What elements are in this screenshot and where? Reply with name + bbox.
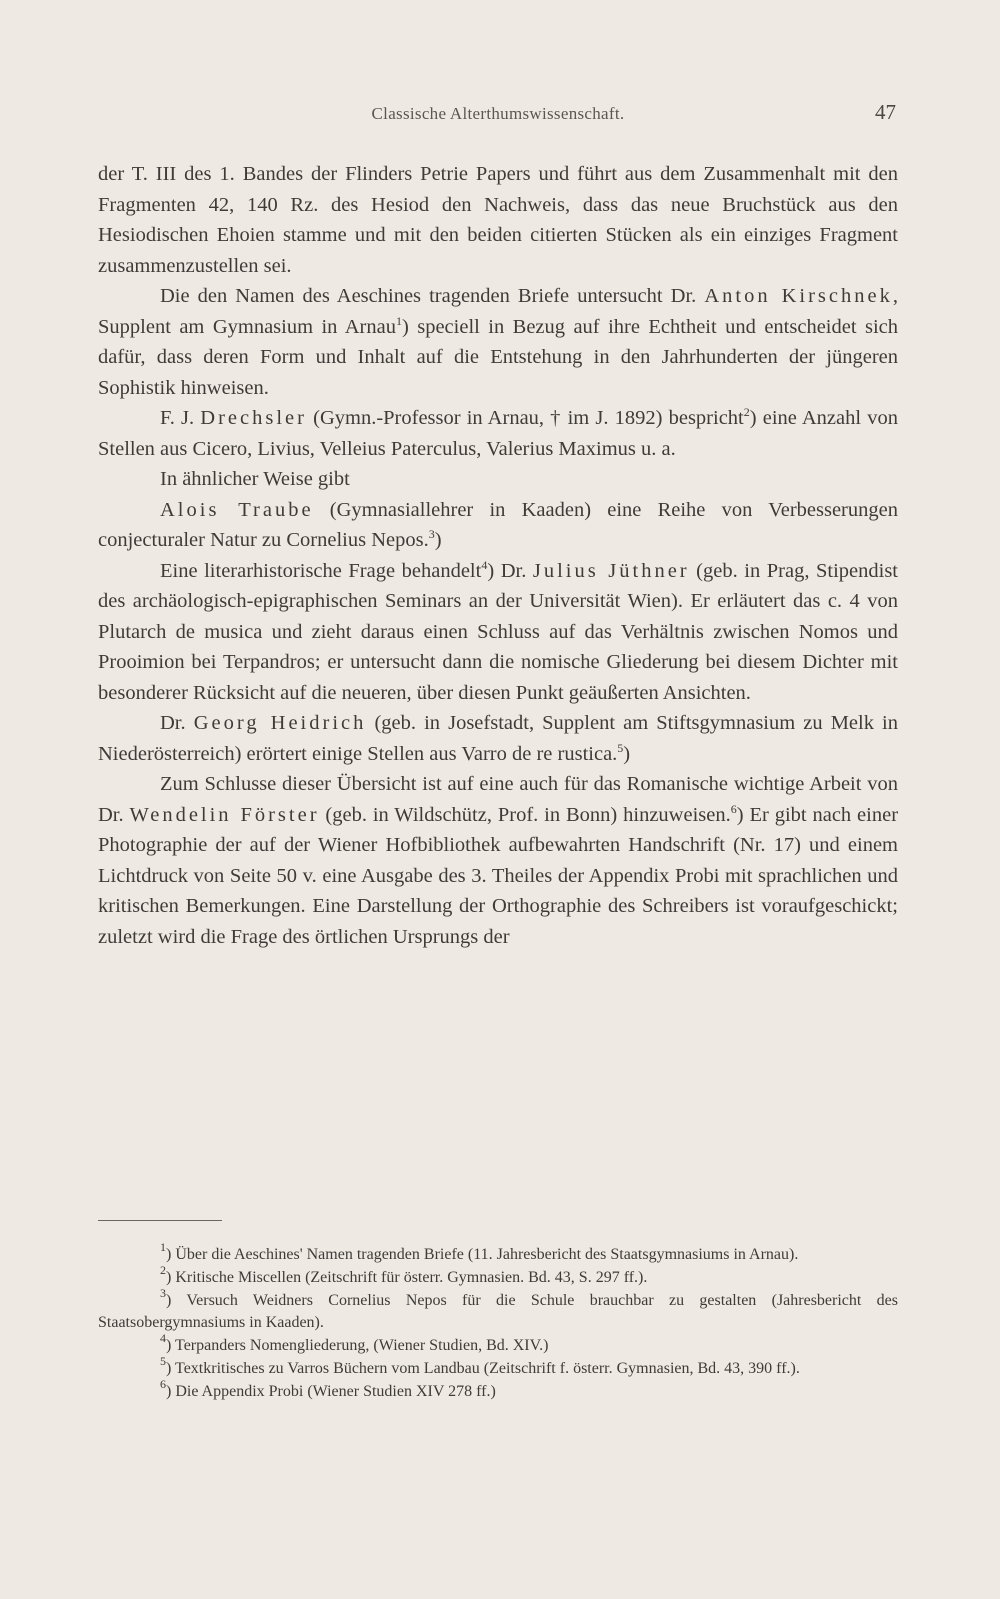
footnote-ref: 2	[743, 405, 750, 419]
author-name: Alois Traube	[160, 498, 314, 521]
author-name: Drechsler	[200, 407, 307, 429]
author-name: Wendelin Förster	[129, 803, 320, 826]
footnote: $^6$) Die Appendix Probi (Wiener Studien XIV 278 ff.)	[160, 1376, 496, 1400]
footnote-marker: 3	[160, 1285, 166, 1300]
paragraph: Zum Schlusse dieser Übersicht ist auf eine auch für das Romanische wichtige Arbeit von Dr. Wendelin Förster (geb. in Wildschütz, Prof. in Bonn) hinzuweisen.$^6$) Er gibt nach einer Photographie der auf der Wiener Hofbibliothek aufbewahrten Handschrift (Nr. 17) und einem Lichtdruck von Seite 50 v. eine Ausgabe des 3. Theiles der Appendix Probi mit sprachlichen und kritischen Bemerkungen. Eine Darstellung der Orthographie des Schreibers ist voraufgeschickt; zuletzt wird die Frage des örtlichen Ursprungs der	[98, 773, 899, 948]
paragraph: In ähnlicher Weise gibt	[160, 468, 350, 490]
author-name: Julius Jüthner	[532, 559, 690, 582]
footnote-marker: 6	[160, 1376, 166, 1391]
footnote: $^4$) Terpanders Nomengliederung, (Wiener Studien, Bd. XIV.)	[160, 1331, 549, 1355]
footnote-ref: 6	[730, 801, 737, 816]
footnote-ref: 3	[428, 527, 435, 541]
paragraph: der T. III des 1. Bandes der Flinders Petrie Papers und führt aus dem Zusammenhalt mit den Fragmenten 42, 140 Rz. des Hesiod den Nachweis, dass das neue Bruchstück aus den Hesiodischen Ehoien stamme und mit den beiden citierten Stücken als ein einziges Fragment zusammenzustellen sei.	[98, 163, 898, 277]
footnote: $^5$) Textkritisches zu Varros Büchern vom Landbau (Zeitschrift f. österr. Gymnasien, Bd. 43, 390 ff.).	[160, 1353, 800, 1377]
footnotes	[98, 1240, 898, 1404]
footnote-ref: 1	[395, 313, 402, 328]
paragraph: F. J. Drechsler (Gymn.-Professor in Arnau, † im J. 1892) bespricht$^2$) eine Anzahl von Stellen aus Cicero, Livius, Velleius Paterculus, Valerius Maximus u. a.	[98, 405, 898, 460]
running-title: Classische Alterthumswissenschaft.	[371, 104, 625, 123]
footnote-marker: 5	[160, 1353, 166, 1368]
footnote: $^3$) Versuch Weidners Cornelius Nepos für die Schule brauchbar zu gestalten (Jahresbericht des Staatsobergymnasiums in Kaaden).	[98, 1285, 898, 1332]
footnote: $^2$) Kritische Miscellen (Zeitschrift für österr. Gymnasien. Bd. 43, S. 297 ff.).	[160, 1262, 648, 1286]
footnote: $^1$) Über die Aeschines' Namen tragenden Briefe (11. Jahresbericht des Staatsgymnasiums in Arnau).	[160, 1240, 799, 1263]
author-name: Anton Kirschnek	[704, 285, 893, 307]
main-text	[98, 159, 898, 952]
paragraph: Alois Traube (Gymnasiallehrer in Kaaden) eine Reihe von Verbesserungen conjecturaler Natur zu Cornelius Nepos.$^3$)	[98, 498, 898, 551]
footnote-ref: 4	[481, 557, 488, 572]
footnote-marker: 1	[160, 1240, 166, 1254]
footnote-marker: 4	[160, 1331, 166, 1346]
author-name: Georg Heidrich	[193, 712, 367, 734]
paragraph: Eine literarhistorische Frage behandelt$^4$) Dr. Julius Jüthner (geb. in Prag, Stipendist des archäologisch-epigraphischen Seminars an der Universität Wien). Er erläutert das c. 4 von Plutarch de musica und zieht daraus einen Schluss auf das Verhältnis zwischen Nomos und Prooimion bei Terpandros; er untersucht dann die nomische Gliederung bei diesem Dichter mit besonderer Rücksicht auf die neueren, über diesen Punkt geäußerten Ansichten.	[98, 557, 899, 704]
footnote-divider	[98, 1220, 222, 1221]
paragraph: Die den Namen des Aeschines tragenden Briefe untersucht Dr. Anton Kirschnek, Supplent am Gymnasium in Arnau$^1$) speciell in Bezug auf ihre Echtheit und entscheidet sich dafür, dass deren Form und Inhalt auf die Entstehung in den Jahrhunderten der jüngeren Sophistik hinweisen.	[98, 285, 898, 399]
page-number: 47	[875, 100, 896, 124]
footnote-ref: 5	[617, 740, 624, 755]
page-header	[98, 100, 898, 130]
footnote-marker: 2	[160, 1262, 166, 1277]
paragraph: Dr. Georg Heidrich (geb. in Josefstadt, Supplent am Stiftsgymnasium zu Melk in Niederösterreich) erörtert einige Stellen aus Varro de re rustica.$^5$)	[98, 712, 898, 765]
